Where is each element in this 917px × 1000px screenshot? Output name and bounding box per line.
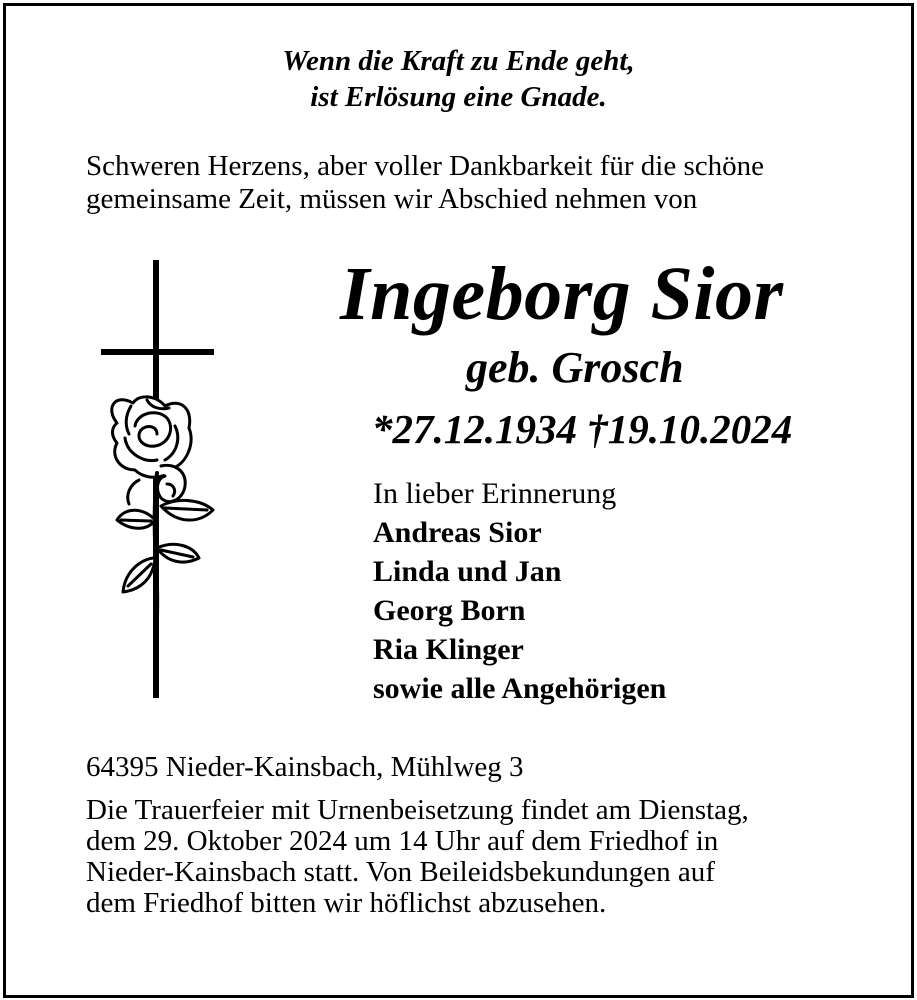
deceased-name: Ingeborg Sior [340,252,784,336]
life-dates: *27.12.1934 †19.10.2024 [372,406,793,452]
rose-icon [112,397,213,678]
motto-line-1: Wenn die Kraft zu Ende geht, [282,45,635,77]
intro-line-1: Schweren Herzens, aber voller Dankbarkeit für die schöne [86,150,764,182]
mourner-name: Andreas Sior [373,516,542,549]
intro-line-2: gemeinsame Zeit, müssen wir Abschied nehmen von [86,183,698,215]
ceremony-line: dem 29. Oktober 2024 um 14 Uhr auf dem Friedhof in [86,825,719,857]
cross-with-rose-illustration [95,258,225,700]
ceremony-line: Die Trauerfeier mit Urnenbeisetzung findet am Dienstag, [86,794,749,826]
mourner-name: Georg Born [373,594,526,627]
maiden-name: geb. Grosch [466,343,684,392]
motto-line-2: ist Erlösung eine Gnade. [310,81,607,113]
address: 64395 Nieder-Kainsbach, Mühlweg 3 [86,751,524,783]
ceremony-notice [86,795,866,919]
mourner-name: sowie alle Angehörigen [373,672,667,705]
memory-heading: In lieber Erinnerung [373,477,617,510]
ceremony-line: dem Friedhof bitten wir höflichst abzusehen. [86,887,607,919]
mourner-name: Linda und Jan [373,555,562,588]
mourner-name: Ria Klinger [373,633,524,666]
ceremony-line: Nieder-Kainsbach statt. Von Beileidsbekundungen auf [86,856,715,888]
